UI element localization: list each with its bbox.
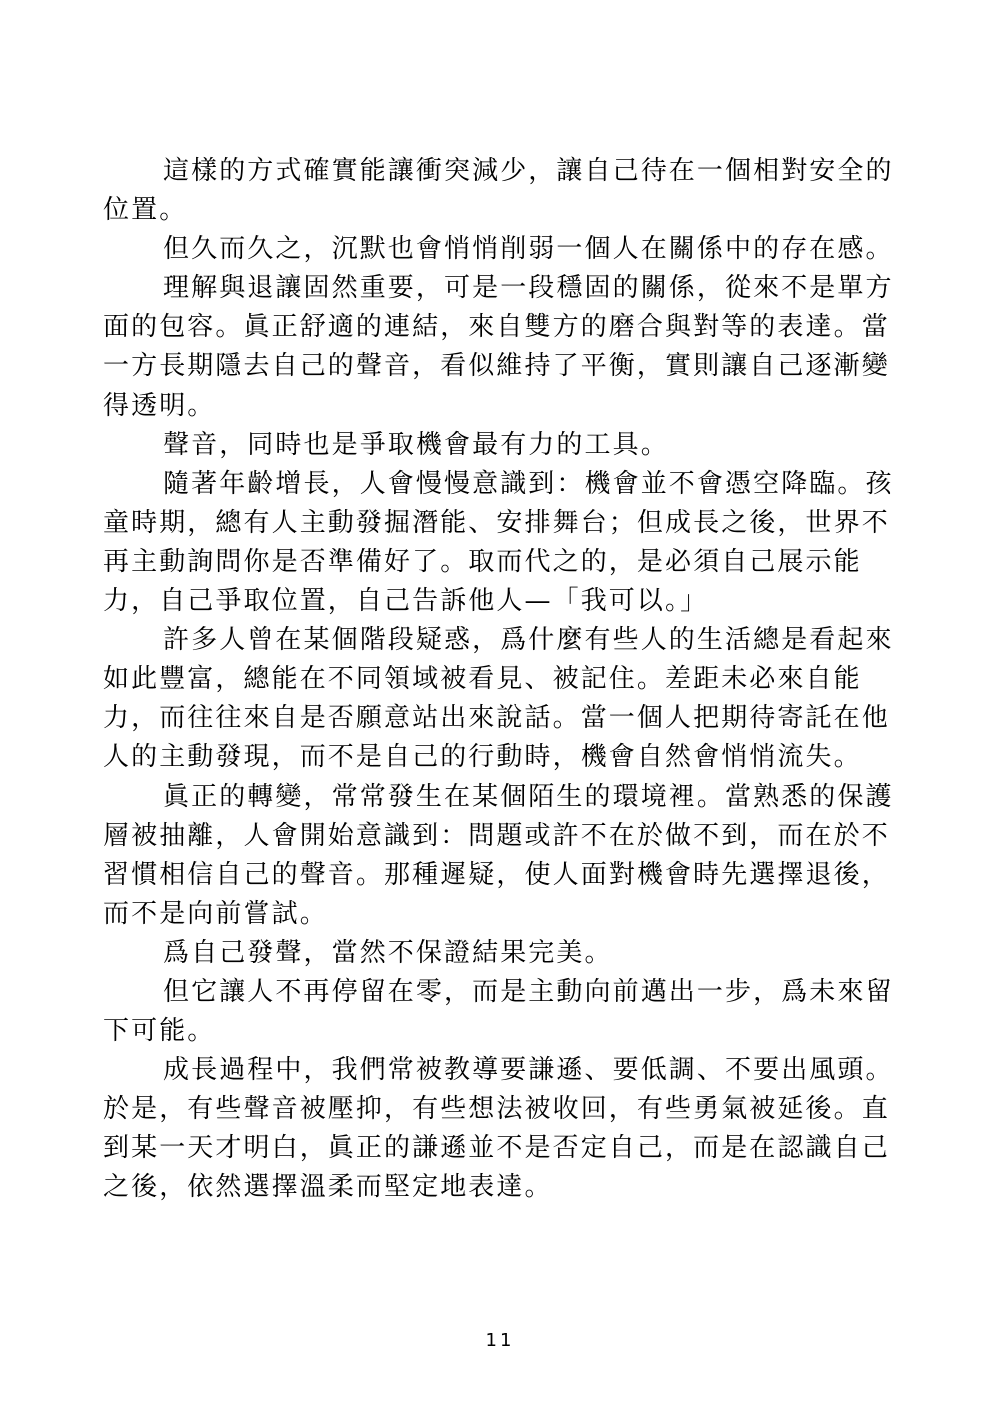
text-line: 爲自己發聲，當然不保證結果完美。 <box>163 937 613 968</box>
text-line: 成長過程中，我們常被教導要謙遜、要低調、不要出風頭。 <box>163 1055 894 1086</box>
text-line: 力，而往往來自是否願意站出來說話。當一個人把期待寄託在他 <box>103 703 890 734</box>
text-line: 人的主動發現，而不是自己的行動時，機會自然會悄悄流失。 <box>103 742 862 773</box>
text-line: 再主動詢問你是否準備好了。取而代之的，是必須自己展示能 <box>103 546 862 577</box>
text-line: 童時期，總有人主動發掘潛能、安排舞台；但成長之後，世界不 <box>103 507 890 538</box>
text-line: 於是，有些聲音被壓抑，有些想法被收回，有些勇氣被延後。直 <box>103 1094 890 1125</box>
page-number: 11 <box>485 1330 515 1351</box>
text-line: 但久而久之，沉默也會悄悄削弱一個人在關係中的存在感。 <box>163 234 894 265</box>
text-line: 如此豐富，總能在不同領域被看見、被記住。差距未必來自能 <box>103 664 862 695</box>
text-line: 到某一天才明白，眞正的謙遜並不是否定自己，而是在認識自己 <box>103 1133 890 1164</box>
text-line: 隨著年齡增長，人會慢慢意識到：機會並不會憑空降臨。孩 <box>163 468 894 499</box>
text-line: 習慣相信自己的聲音。那種遲疑，使人面對機會時先選擇退後， <box>103 859 890 890</box>
text-line: 層被抽離，人會開始意識到：問題或許不在於做不到，而在於不 <box>103 820 890 851</box>
text-line: 一方長期隱去自己的聲音，看似維持了平衡，實則讓自己逐漸變 <box>103 351 890 382</box>
text-line: 下可能。 <box>103 1016 216 1047</box>
text-line: 之後，依然選擇溫柔而堅定地表達。 <box>103 1172 553 1203</box>
text-line: 得透明。 <box>103 390 216 421</box>
text-line: 許多人曾在某個階段疑惑，爲什麼有些人的生活總是看起來 <box>163 625 894 656</box>
text-line: 面的包容。眞正舒適的連結，來自雙方的磨合與對等的表達。當 <box>103 312 890 343</box>
text-line: 聲音，同時也是爭取機會最有力的工具。 <box>163 429 669 460</box>
text-line: 但它讓人不再停留在零，而是主動向前邁出一步，爲未來留 <box>163 976 894 1007</box>
text-line: 位置。 <box>103 195 188 226</box>
text-line: 眞正的轉變，常常發生在某個陌生的環境裡。當熟悉的保護 <box>163 781 894 812</box>
text-line: 這樣的方式確實能讓衝突減少，讓自己待在一個相對安全的 <box>163 156 894 186</box>
text-line: 力，自己爭取位置，自己告訴他人—「我可以。」 <box>103 586 709 617</box>
text-line: 理解與退讓固然重要，可是一段穩固的關係，從來不是單方 <box>163 273 894 304</box>
body-text <box>103 152 903 1208</box>
text-line: 而不是向前嘗試。 <box>103 898 328 929</box>
